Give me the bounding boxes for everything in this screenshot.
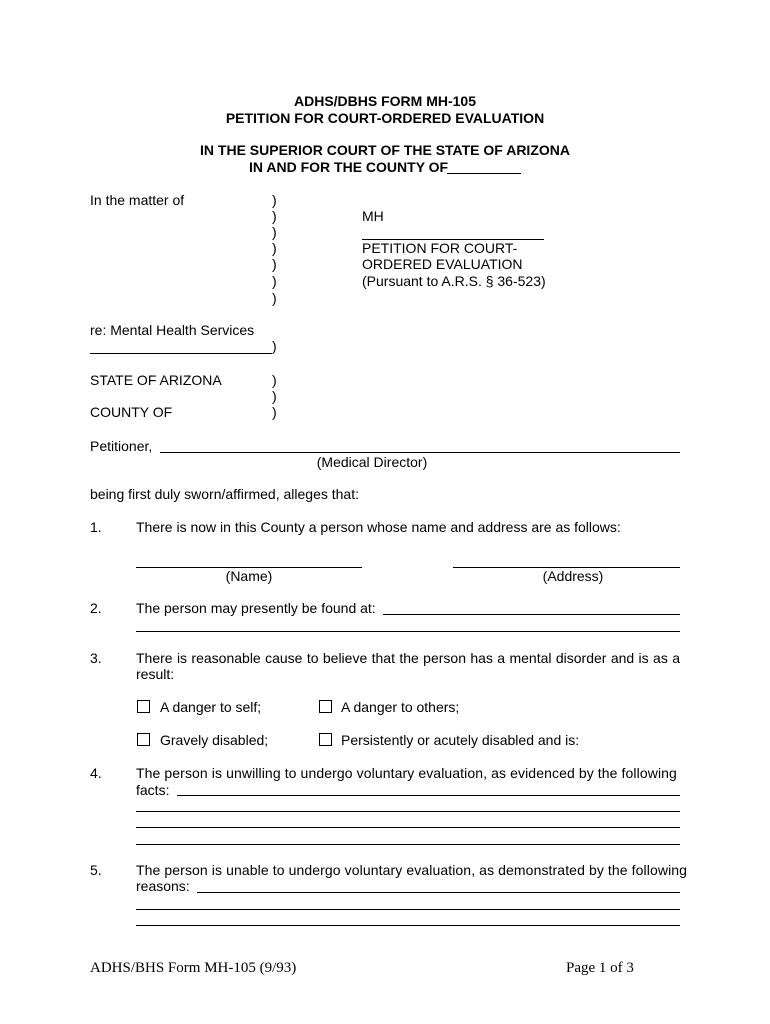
paren: ): [272, 240, 277, 256]
persistently-disabled-checkbox[interactable]: [319, 733, 332, 746]
re-label: re: Mental Health Services: [90, 322, 255, 338]
danger-to-self-checkbox[interactable]: [137, 700, 150, 713]
doc-title: PETITION FOR COURT-: [362, 240, 518, 256]
reasons-field-line[interactable]: [136, 909, 680, 910]
item-number: 1.: [90, 519, 102, 535]
medical-director-label: (Medical Director): [316, 454, 428, 470]
form-title: PETITION FOR COURT-ORDERED EVALUATION: [225, 110, 545, 126]
option-label: A danger to self;: [160, 699, 262, 715]
paren: ): [272, 208, 277, 224]
option-label: A danger to others;: [341, 699, 460, 715]
statute: (Pursuant to A.R.S. § 36-523): [362, 273, 546, 289]
item-number: 5.: [90, 862, 102, 878]
petitioner-label: Petitioner,: [90, 438, 153, 454]
paren: ): [272, 290, 277, 306]
case-prefix: MH: [362, 208, 384, 224]
paren: ): [272, 372, 277, 388]
sworn-statement: being first duly sworn/affirmed, alleges that:: [90, 486, 359, 502]
item-text: The person is unable to undergo voluntary evaluation, as demonstrated by the following: [136, 862, 688, 878]
item-text: The person is unwilling to undergo voluntary evaluation, as evidenced by the following: [136, 765, 677, 781]
paren: ): [272, 224, 277, 240]
county-heading: IN AND FOR THE COUNTY OF: [249, 159, 449, 175]
court-name: IN THE SUPERIOR COURT OF THE STATE OF ARIZONA: [200, 142, 570, 158]
address-label: (Address): [542, 568, 604, 584]
matter-label: In the matter of: [90, 192, 185, 208]
paren: ): [272, 404, 277, 420]
danger-to-others-checkbox[interactable]: [319, 700, 332, 713]
paren: ): [272, 256, 277, 272]
item-text: facts:: [136, 782, 170, 798]
county-field[interactable]: [447, 173, 521, 174]
reasons-field-line[interactable]: [136, 925, 680, 926]
footer-form-id: ADHS/BHS Form MH-105 (9/93): [90, 960, 297, 976]
petitioner-field[interactable]: [160, 452, 680, 453]
facts-field[interactable]: [177, 795, 680, 796]
item-number: 4.: [90, 765, 102, 781]
paren: ): [272, 192, 277, 208]
facts-field-line[interactable]: [136, 811, 680, 812]
facts-field-line[interactable]: [136, 844, 680, 845]
page-number: Page 1 of 3: [566, 960, 634, 976]
name-label: (Name): [225, 568, 273, 584]
option-label: Persistently or acutely disabled and is:: [341, 732, 580, 748]
item-number: 2.: [90, 600, 102, 616]
item-number: 3.: [90, 650, 102, 666]
option-label: Gravely disabled;: [160, 732, 269, 748]
location-field-line[interactable]: [136, 631, 680, 632]
location-field[interactable]: [383, 614, 680, 615]
paren: ): [272, 273, 277, 289]
reasons-field[interactable]: [197, 892, 680, 893]
item-text: The person may presently be found at:: [136, 600, 376, 616]
item-text: There is now in this County a person whose name and address are as follows:: [136, 519, 621, 535]
facts-field-line[interactable]: [136, 827, 680, 828]
patient-name-field[interactable]: [90, 353, 272, 354]
county-of-label: COUNTY OF: [90, 404, 173, 420]
gravely-disabled-checkbox[interactable]: [137, 733, 150, 746]
form-id: ADHS/DBHS FORM MH-105: [293, 93, 477, 109]
doc-title: ORDERED EVALUATION: [362, 256, 523, 272]
state-label: STATE OF ARIZONA: [90, 372, 222, 388]
item-text: There is reasonable cause to believe that the person has a mental disorder and is as a result:: [136, 650, 680, 682]
paren: ): [272, 338, 277, 354]
paren: ): [272, 388, 277, 404]
item-text: reasons:: [136, 878, 190, 894]
